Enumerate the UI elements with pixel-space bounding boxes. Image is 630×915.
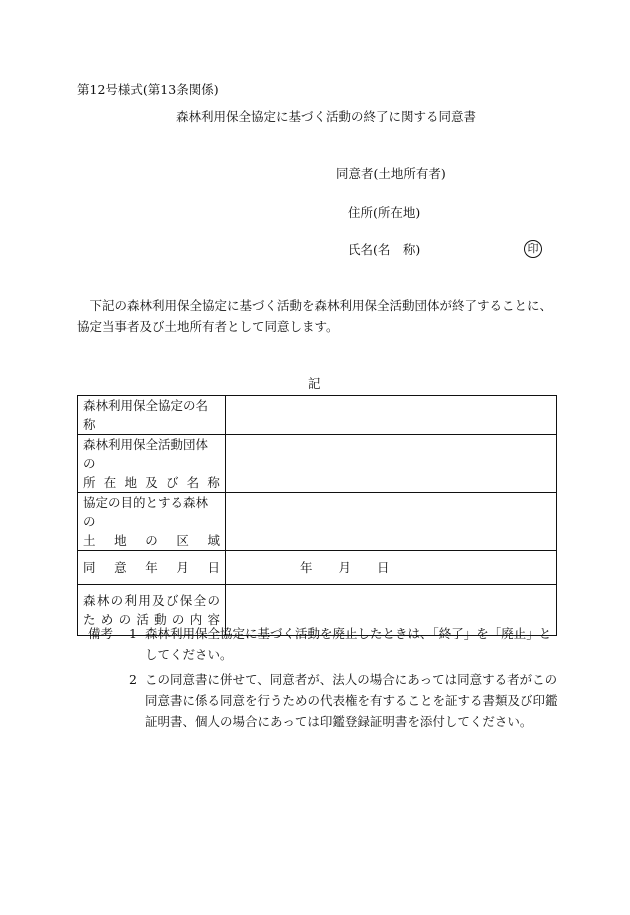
char: 活 [136,612,149,627]
agreement-table [77,395,557,636]
table-row [78,435,557,493]
char: 在 [103,475,117,490]
char: 及 [145,475,158,490]
table-row [78,493,557,551]
char: の [207,593,220,608]
char: 土 [83,533,96,548]
forest-land-label-line1: 協定の目的とする森林の [83,495,209,529]
note-number: 2 [129,672,137,687]
char: の [171,612,185,627]
char: 地 [114,533,127,548]
ki-heading: 記 [308,376,321,391]
char: 月 [176,560,189,575]
char: 日 [207,560,220,575]
char: の [118,612,132,627]
char: 内 [189,612,203,627]
char: 保 [179,593,193,608]
char: 用 [138,593,151,608]
intro-paragraph: 下記の森林利用保全協定に基づく活動を森林利用保全活動団体が終了することに、協定当事者及び土地所有者として同意します。 [77,298,553,334]
organization-label [78,435,226,493]
char: 森 [83,593,96,608]
notes-section [88,623,558,732]
organization-label-line1: 森林利用保全活動団体の [83,437,209,471]
address-label: 住所(所在地) [348,205,421,220]
char: 名 [186,475,200,490]
organization-field[interactable] [226,435,557,493]
name-label: 氏名(名 称) [348,242,421,257]
document-title: 森林利用保全協定に基づく活動の終了に関する同意書 [176,109,477,124]
seal-mark: 印 [524,240,542,258]
char: 地 [124,475,137,490]
char: 同 [83,560,96,575]
month-unit: 月 [338,560,352,575]
day-unit: 日 [377,560,390,575]
consent-date-label [78,551,226,585]
consenter-label: 同意者(土地所有者) [336,166,446,181]
note-item [88,623,558,665]
char: の [110,593,124,608]
char: 所 [83,475,96,490]
char: た [83,612,96,627]
note-item [88,669,558,732]
note-text: この同意書に併せて、同意者が、法人の場合にあっては同意する者がこの同意書に係る同意を行うための代表権を有することを証する書類及び印鑑証明書、個人の場合にあっては印鑑登録証明書を添付してください。 [145,672,558,729]
char: 意 [114,560,127,575]
table-row [78,396,557,435]
forest-land-field[interactable] [226,493,557,551]
char: 動 [154,612,167,627]
consent-date-field[interactable] [226,551,557,585]
char: 及 [152,593,165,608]
organization-label-line2 [83,473,220,492]
char: 年 [145,560,158,575]
char: 利 [124,593,137,608]
year-unit: 年 [300,560,313,575]
char: 域 [207,533,220,548]
char: 区 [176,533,189,548]
activity-content-label-line1 [83,591,220,610]
table-row [78,551,557,585]
char: 称 [207,475,220,490]
char: の [145,533,158,548]
forest-land-label [78,493,226,551]
char: 林 [96,593,110,608]
note-text: 森林利用保全協定に基づく活動を廃止したときは、「終了」を「廃止」としてください。 [145,626,552,662]
char: 容 [207,612,220,627]
agreement-name-field[interactable] [226,396,557,435]
char: め [100,612,114,627]
note-number: 1 [129,626,137,641]
forest-land-label-line2 [83,531,220,550]
char: び [165,593,179,608]
notes-title: 備考 [88,626,114,641]
char: 全 [193,593,207,608]
form-number: 第12号様式(第13条関係) [77,82,219,97]
char: び [165,475,179,490]
agreement-name-label: 森林利用保全協定の名称 [78,396,226,435]
